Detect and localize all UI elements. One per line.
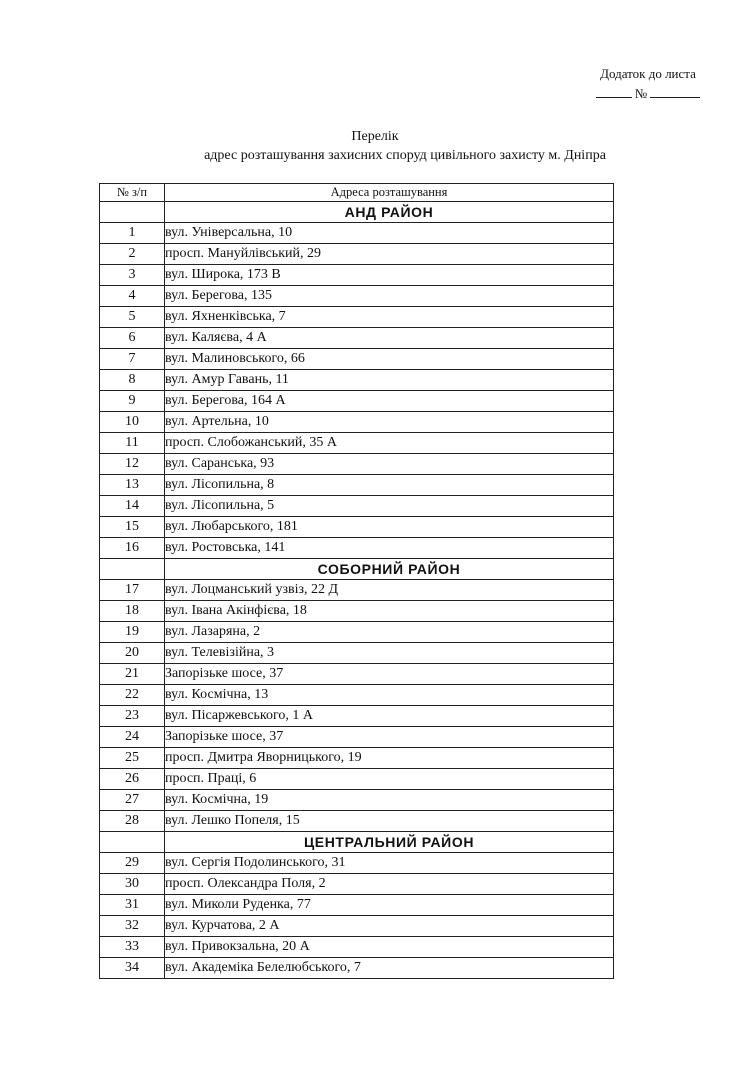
row-number: 13	[100, 475, 165, 496]
date-blank	[596, 83, 632, 98]
row-address: вул. Космічна, 19	[165, 790, 614, 811]
table-row	[100, 853, 614, 874]
row-address: вул. Курчатова, 2 А	[165, 916, 614, 937]
row-address: вул. Телевізійна, 3	[165, 643, 614, 664]
number-blank	[650, 83, 700, 98]
table-row	[100, 517, 614, 538]
district-heading: ЦЕНТРАЛЬНИЙ РАЙОН	[165, 832, 614, 853]
row-number: 31	[100, 895, 165, 916]
table-row	[100, 349, 614, 370]
annex-label: Додаток до листа	[600, 66, 696, 81]
table-row	[100, 643, 614, 664]
row-address: просп. Слобожанський, 35 А	[165, 433, 614, 454]
row-number: 2	[100, 244, 165, 265]
document-heading	[0, 127, 750, 165]
table-row	[100, 895, 614, 916]
table-row	[100, 412, 614, 433]
table-header-row	[100, 184, 614, 202]
table-row	[100, 307, 614, 328]
row-address: вул. Каляєва, 4 А	[165, 328, 614, 349]
row-address: вул. Малиновського, 66	[165, 349, 614, 370]
row-address: вул. Артельна, 10	[165, 412, 614, 433]
table-row	[100, 601, 614, 622]
row-address: вул. Академіка Белелюбського, 7	[165, 958, 614, 979]
document-title: Перелік	[351, 129, 399, 144]
row-number: 28	[100, 811, 165, 832]
row-number: 4	[100, 286, 165, 307]
row-address: вул. Саранська, 93	[165, 454, 614, 475]
row-number: 21	[100, 664, 165, 685]
row-number: 17	[100, 580, 165, 601]
district-heading: АНД РАЙОН	[165, 202, 614, 223]
row-address: вул. Лоцманський узвіз, 22 Д	[165, 580, 614, 601]
row-address: вул. Привокзальна, 20 А	[165, 937, 614, 958]
row-number: 5	[100, 307, 165, 328]
row-address: вул. Лісопильна, 8	[165, 475, 614, 496]
table-row	[100, 391, 614, 412]
row-number: 24	[100, 727, 165, 748]
row-address: просп. Дмитра Яворницького, 19	[165, 748, 614, 769]
table-row	[100, 874, 614, 895]
table-row	[100, 727, 614, 748]
row-address: вул. Космічна, 13	[165, 685, 614, 706]
row-address: вул. Лешко Попеля, 15	[165, 811, 614, 832]
table-row	[100, 916, 614, 937]
row-address: вул. Лазаряна, 2	[165, 622, 614, 643]
table-row	[100, 664, 614, 685]
row-number: 1	[100, 223, 165, 244]
row-number: 6	[100, 328, 165, 349]
table-row	[100, 244, 614, 265]
table-row	[100, 580, 614, 601]
row-address: вул. Лісопильна, 5	[165, 496, 614, 517]
table-row	[100, 811, 614, 832]
row-number: 9	[100, 391, 165, 412]
table-row	[100, 769, 614, 790]
row-address: вул. Пісаржевського, 1 А	[165, 706, 614, 727]
row-address: вул. Амур Гавань, 11	[165, 370, 614, 391]
row-number: 12	[100, 454, 165, 475]
row-address: просп. Олександра Поля, 2	[165, 874, 614, 895]
row-number: 16	[100, 538, 165, 559]
row-address: вул. Любарського, 181	[165, 517, 614, 538]
table-row	[100, 937, 614, 958]
table-row	[100, 958, 614, 979]
table-row	[100, 475, 614, 496]
row-address: Запорізьке шосе, 37	[165, 727, 614, 748]
table-row	[100, 286, 614, 307]
table-row	[100, 454, 614, 475]
row-number: 11	[100, 433, 165, 454]
table-row	[100, 790, 614, 811]
row-number: 14	[100, 496, 165, 517]
table-row	[100, 706, 614, 727]
row-number: 10	[100, 412, 165, 433]
row-number: 25	[100, 748, 165, 769]
table-row	[100, 685, 614, 706]
row-number: 30	[100, 874, 165, 895]
row-address: вул. Берегова, 164 А	[165, 391, 614, 412]
annex-note	[578, 64, 718, 103]
district-row	[100, 202, 614, 223]
row-number: 18	[100, 601, 165, 622]
row-number: 32	[100, 916, 165, 937]
district-row-blank-cell	[100, 202, 165, 223]
table-row	[100, 496, 614, 517]
row-address: вул. Миколи Руденка, 77	[165, 895, 614, 916]
column-header-number: № з/п	[100, 184, 165, 202]
table-body	[100, 202, 614, 979]
table-row	[100, 538, 614, 559]
column-header-address: Адреса розташування	[165, 184, 614, 202]
row-number: 19	[100, 622, 165, 643]
district-row	[100, 559, 614, 580]
district-heading: СОБОРНИЙ РАЙОН	[165, 559, 614, 580]
row-address: вул. Берегова, 135	[165, 286, 614, 307]
district-row-blank-cell	[100, 832, 165, 853]
table-row	[100, 223, 614, 244]
row-number: 27	[100, 790, 165, 811]
table-row	[100, 370, 614, 391]
row-number: 15	[100, 517, 165, 538]
table-row	[100, 622, 614, 643]
district-row-blank-cell	[100, 559, 165, 580]
table-row	[100, 433, 614, 454]
row-number: 20	[100, 643, 165, 664]
row-number: 29	[100, 853, 165, 874]
shelters-table	[99, 183, 614, 979]
table-row	[100, 265, 614, 286]
row-address: просп. Праці, 6	[165, 769, 614, 790]
row-address: вул. Універсальна, 10	[165, 223, 614, 244]
row-address: вул. Ростовська, 141	[165, 538, 614, 559]
district-row	[100, 832, 614, 853]
row-address: Запорізьке шосе, 37	[165, 664, 614, 685]
row-number: 26	[100, 769, 165, 790]
table-row	[100, 748, 614, 769]
row-number: 33	[100, 937, 165, 958]
table-row	[100, 328, 614, 349]
row-number: 23	[100, 706, 165, 727]
row-number: 7	[100, 349, 165, 370]
row-address: вул. Івана Акінфієва, 18	[165, 601, 614, 622]
row-address: вул. Сергія Подолинського, 31	[165, 853, 614, 874]
row-number: 8	[100, 370, 165, 391]
row-address: вул. Яхненківська, 7	[165, 307, 614, 328]
row-number: 22	[100, 685, 165, 706]
row-number: 34	[100, 958, 165, 979]
row-address: просп. Мануйлівський, 29	[165, 244, 614, 265]
document-subtitle: адрес розташування захисних споруд цивільного захисту м. Дніпра	[204, 148, 606, 163]
row-number: 3	[100, 265, 165, 286]
letter-reference	[578, 83, 718, 103]
number-sign: №	[634, 86, 648, 101]
row-address: вул. Широка, 173 В	[165, 265, 614, 286]
